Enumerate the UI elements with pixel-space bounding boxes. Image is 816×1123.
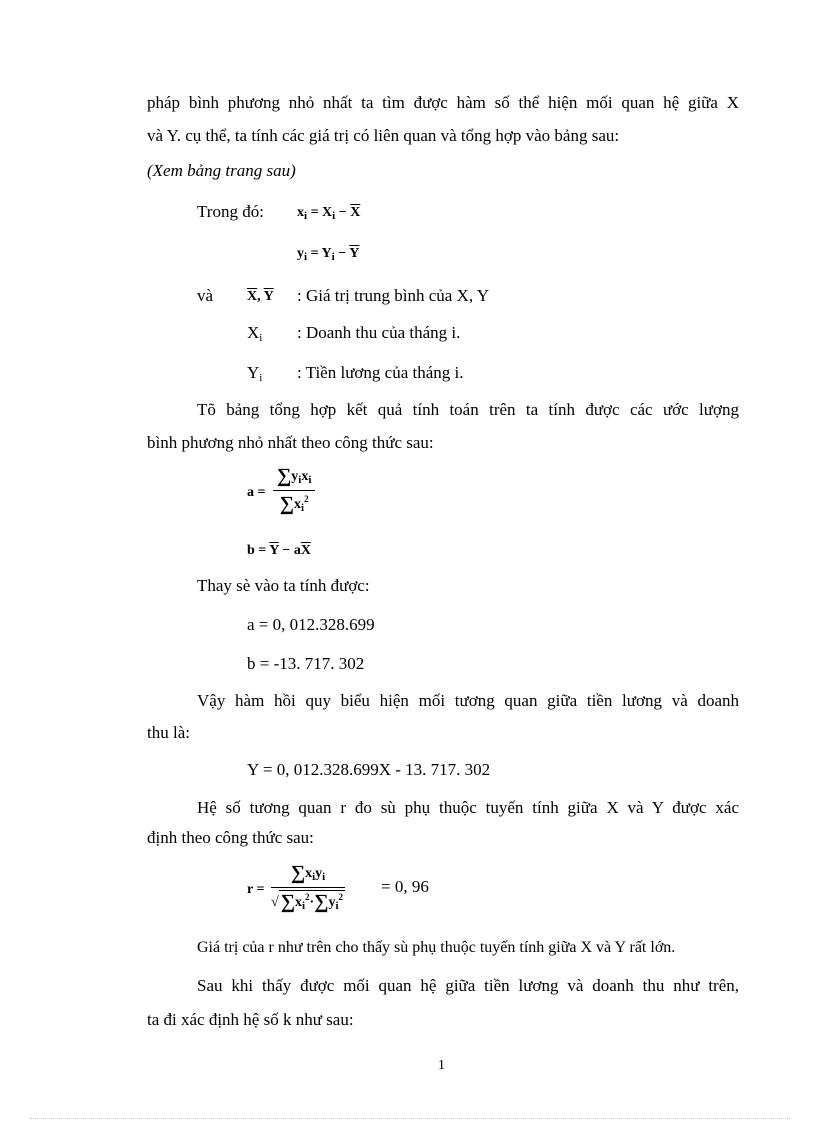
paragraph-1-line-2: và Y. cụ thể, ta tính các giá trị có liên quan và tổng hợp vào bảng sau: [147, 126, 620, 145]
formula-r-result: = 0, 96 [381, 877, 429, 896]
Xi-description: : Doanh thu của tháng i. [297, 323, 461, 342]
paragraph-6-line-2: ta đi xác định hệ số k như sau: [147, 1010, 354, 1029]
formula-x-deviation: $x_i = X_i - \overline{X}$ [297, 205, 361, 222]
paragraph-3-line-1: Vậy hàm hồi quy biểu hiện mối tương quan giữa tiền lương và doanh [197, 691, 739, 710]
paragraph-4-line-2: định theo công thức sau: [147, 828, 314, 847]
paragraph-6-line-1: Sau khi thấy được mối quan hệ giữa tiền lương và doanh thu như trên, [197, 976, 739, 995]
table-reference-note: (Xem bảng trang sau) [147, 161, 296, 180]
substitute-intro: Thay sè vào ta tính được: [197, 576, 370, 595]
and-label: và [197, 286, 214, 305]
paragraph-2-line-2: bình phương nhỏ nhất theo công thức sau: [147, 433, 434, 452]
regression-equation: Y = 0, 012.328.699X - 13. 717. 302 [247, 760, 491, 779]
formula-y-deviation: $y_i = Y_i - \overline{Y}$ [297, 246, 360, 263]
formula-r-lhs: r = [247, 882, 265, 897]
formula-a-lhs: a = [247, 485, 266, 500]
value-b: b = -13. 717. 302 [247, 654, 365, 673]
paragraph-4-line-1: Hệ số tương quan r đo sù phụ thuộc tuyến tính giữa X và Y được xác [197, 798, 739, 817]
where-label: Trong đó: [197, 202, 264, 221]
Yi-description: : Tiền lương của tháng i. [297, 363, 464, 382]
symbol-Xi: $X_i$ [247, 323, 263, 344]
formula-a-fraction: $\sum y_ix_i$ $\sum x_i^2$ [273, 465, 315, 516]
paragraph-5: Giá trị của r như trên cho thấy sù phụ thuộc tuyến tính giữa X và Y rất lớn. [197, 939, 676, 956]
formula-r-fraction: $\sum x_iy_i$ √ $\sum x_i^2\cdot\sum y_i^2$ [271, 862, 344, 913]
page-bottom-divider [30, 1118, 790, 1119]
formula-b: $b = \overline{Y} - a\overline{X}$ [247, 543, 311, 558]
value-a: a = 0, 012.328.699 [247, 615, 375, 634]
means-description: : Giá trị trung bình của X, Y [297, 286, 489, 305]
means-symbols: $\overline{X}$, $\overline{Y}$ [247, 289, 274, 304]
paragraph-3-line-2: thu là: [147, 723, 190, 742]
symbol-Yi: $Y_i$ [247, 363, 263, 384]
paragraph-2-line-1: Tõ bảng tổng hợp kết quả tính toán trên ta tính được các ước lượng [197, 400, 739, 419]
page-number: 1 [438, 1058, 445, 1073]
paragraph-1-line-1: pháp bình phương nhỏ nhất ta tìm được hàm số thể hiện mối quan hệ giữa X [147, 93, 739, 112]
